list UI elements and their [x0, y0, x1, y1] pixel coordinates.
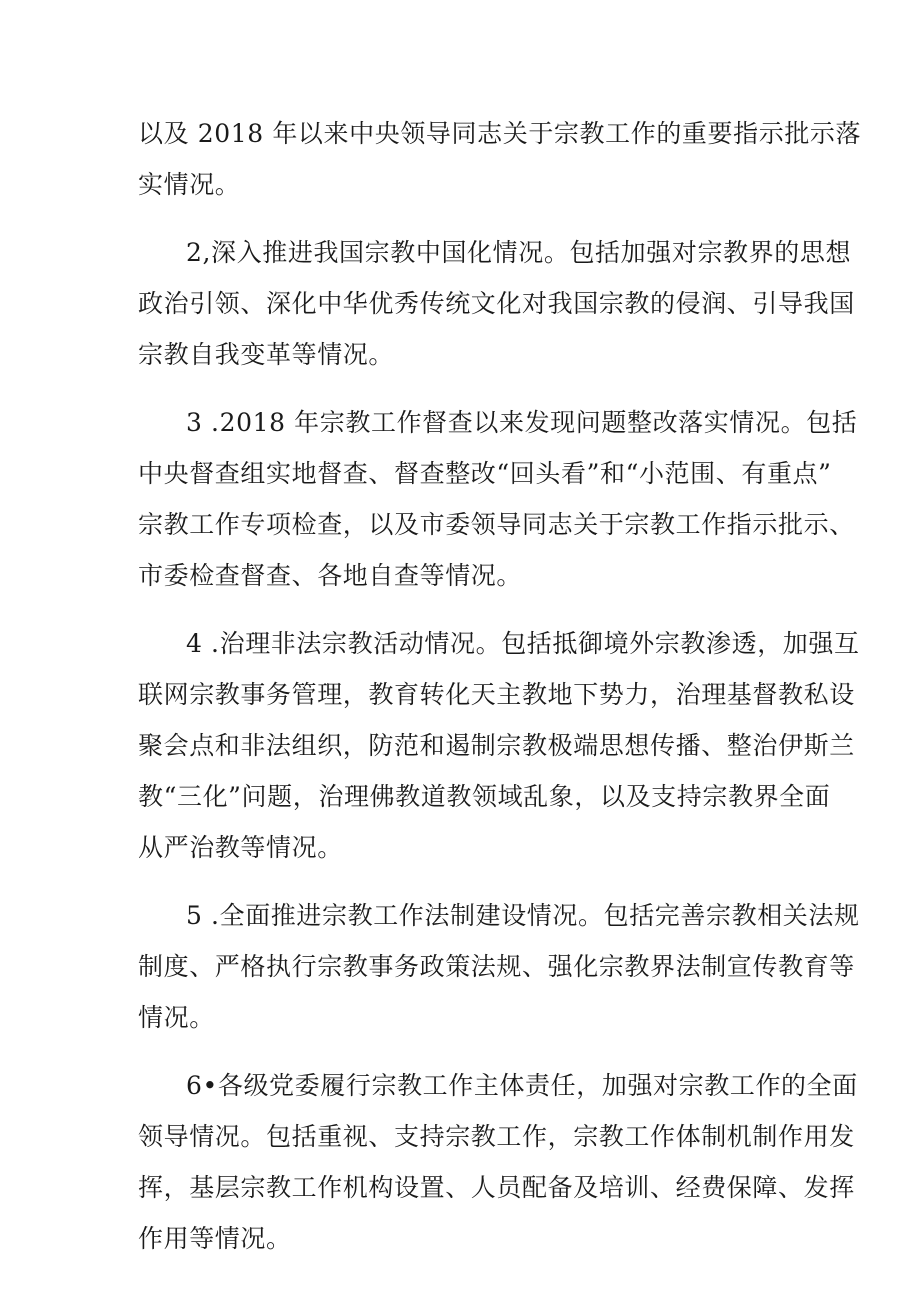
text-line: 5 .全面推进宗教工作法制建设情况。包括完善宗教相关法规 [186, 901, 860, 930]
text-line: 挥，基层宗教工作机构设置、人员配备及培训、经费保障、发挥 [138, 1173, 855, 1202]
text-line: 情况。 [138, 1003, 215, 1032]
text-line: 以及 2018 年以来中央领导同志关于宗教工作的重要指示批示落 [138, 119, 862, 148]
text-line: 宗教工作专项检查，以及市委领导同志关于宗教工作指示批示、 [138, 510, 855, 539]
document-body [138, 108, 862, 1281]
paragraph-item-6 [138, 1060, 858, 1264]
text-line: 中央督查组实地督查、督查整改“回头看”和“小范围、有重点” [138, 459, 832, 488]
paragraph-1-continuation [138, 108, 862, 210]
text-line: 制度、严格执行宗教事务政策法规、强化宗教界法制宣传教育等 [138, 952, 855, 981]
paragraph-item-2 [138, 227, 855, 380]
text-line: 6•各级党委履行宗教工作主体责任，加强对宗教工作的全面 [186, 1071, 858, 1100]
text-line: 联网宗教事务管理，教育转化天主教地下势力，治理基督教私设 [138, 680, 855, 709]
text-line: 教“三化”问题，治理佛教道教领域乱象，以及支持宗教界全面 [138, 782, 831, 811]
text-line: 宗教自我变革等情况。 [138, 340, 395, 369]
paragraph-item-5 [138, 890, 860, 1043]
text-line: 市委检查督查、各地自查等情况。 [138, 561, 523, 590]
text-line: 作用等情况。 [138, 1224, 292, 1253]
text-line: 4 .治理非法宗教活动情况。包括抵御境外宗教渗透，加强互 [186, 629, 860, 658]
text-line: 3 .2018 年宗教工作督查以来发现问题整改落实情况。包括 [186, 408, 858, 437]
text-line: 政治引领、深化中华优秀传统文化对我国宗教的侵润、引导我国 [138, 289, 855, 318]
paragraph-item-3 [138, 397, 858, 601]
text-line: 从严治教等情况。 [138, 833, 343, 862]
text-line: 实情况。 [138, 170, 241, 199]
text-line: 领导情况。包括重视、支持宗教工作，宗教工作体制机制作用发 [138, 1122, 855, 1151]
text-line: 2,深入推进我国宗教中国化情况。包括加强对宗教界的思想 [186, 238, 852, 267]
paragraph-item-4 [138, 618, 860, 873]
text-line: 聚会点和非法组织，防范和遏制宗教极端思想传播、整治伊斯兰 [138, 731, 855, 760]
